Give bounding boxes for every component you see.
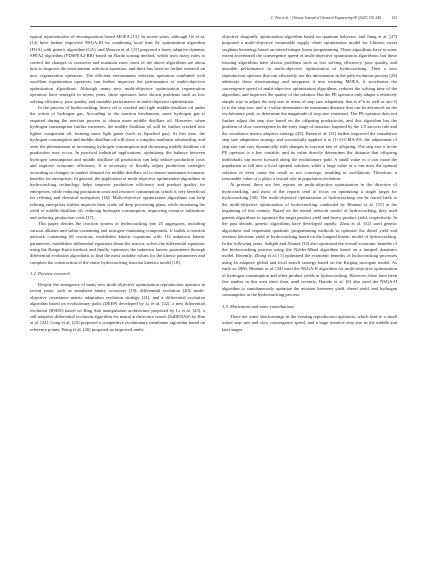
paragraph: objective dragonfly optimization algorithm based on quantum behavior, and Jiang et al. [27] proposed a multi-objective sustainable supply chain optimization model for Chinese sweet sorghum bioenergy based on mixed-integer linear programming. These algorithms have to some extent accelerated the convergence speed of multi-objective optimization algorithms, but these existing algorithms have shown problems such as low solving efficiency, poor quality, and unstable performance in multi-objective optimization of hydrocracking. Then a new reproduction operator that can efficiently use the information in the path evolution process [28] addresses these shortcomings and integrates it into existing MOEA, it accelerates the convergence speed of multi-objective optimization algorithms, reduces the solving time of the algorithm, and improves the quality of the solution. But the PE operator only adopts a relatively simple way to adjust the step size in terms of step size adaptation, that is a*u as well as a(u−l) (a is the step size, and u−l value determines the maximum distance that can be advanced on the evolutionary path, so determine the magnitude of step size variation). The PE operator does not further adjust the step size based on the offspring productivity, and this algorithm has the problem of slow convergence in the early stage of iteration. Inspired by the 1/5 success rule and the covariance matrix adaptive strategy [29], Hasen et al. [21] further improved the cumulative step size adaptation strategy and successfully applied it to (1+λ)-CMA-ES, the adjustment of step size can vary dynamically with changes in survival rate of offspring. The step size σ in the PE operator is a key variable, and its value directly determines the distance that offspring individuals can move forward along the evolutionary path. A small value of σ can cause the population to fall into a local optimal solution, while a large value of σ can miss the optimal solution or even cause the result to not converge, resulting in oscillations. Therefore, a reasonable value of σ plays a crucial role in population evolution. [222, 34, 398, 181]
section-heading: 1.2. Preview research [30, 271, 70, 277]
paragraph: In the process of hydrocracking, heavy oil is cracked into light middle distillate oil under the action of hydrogen gas. According to the reaction mechanism, more hydrogen gas is required during the reaction process to obtain more middle distillate oil. However, when hydrogen consumption further increases, the middle distillate oil will be further cracked into lighter component oil, forming more light gases (such as liquefied gas). At this time, the hydrogen consumption and middle distillate oil will show a complex nonlinear relationship, and even the phenomenon of increasing hydrogen consumption and decreasing middle distillate oil production may occur. In practical industrial applications, optimizing the balance between hydrogen consumption and middle distillate oil production can help reduce production costs and improve economic efficiency. It is necessary to flexibly adjust production strategies according to changes in market demand for middle distillate oil to ensure maximum economic benefits for enterprises. In general, the application of multi-objective optimization algorithms in hydrocracking technology helps improve production efficiency and product quality for enterprises, while reducing production costs and resource consumption, which is very beneficial for refining and chemical enterprises [16]. Multi-objective optimization algorithms can help refining enterprises further improve their crude oil deep processing plans, while increasing the yield of middle distillate oil, reducing hydrogen consumption, improving resource utilization, and reducing production costs [17]. [30, 104, 205, 220]
header-rule [30, 26, 397, 27]
paragraph: This paper divides the reaction system of hydrocracking into 25 aggregates, including various alkanes and sulfur-containing and nitrogen-containing compounds. It builds a reaction network containing 68 reactions, establishes kinetic equations with 112 unknown kinetic parameters, establishes differential equations about the reactor, solves the differential equations using the Runge-Kutta method, and finally, optimizes the unknown kinetic parameters through differential evolution algorithms to find the most suitable values for the kinetic parameters and complete the construction of the entire hydrocracking reaction kinetics model [18]. [30, 221, 205, 265]
paragraph: typical representative of decomposition based MOEA [13]. In recent years, although Ge et al. [14] have further improved NSGA-III by combining local fruit fly optimization algorithm (FOA) with genetic algorithm (GA), and Maurya et al. [15] proposed a fuzzy adaptive dynamic SPEA2 algorithm (FDSPEA2-BR) based on Borda sorting method, which uses fuzzy rules to control the changes in crossover and mutation rates, most of the above algorithms are about how to improve the environment selection operation, and there has been no further research on new regeneration operators. The efficient environment selection operation combined with excellent regeneration operators can further improves the performance of multi-objective optimization algorithms. Although many new multi-objective optimization regeneration operators have emerged in recent years, these operators have shown problems such as low solving efficiency, poor quality, and unstable performance in multi-objective optimization. [30, 34, 205, 104]
left-column [30, 34, 205, 333]
paragraph: Despite the emergence of many new multi-objective optimization reproduction operator in recent years, such as simulated binary crossover [19], differential evolution [20], multi-objective covariance matrix adaptation evolution strategy [21], and a differential evolution algorithm based on evolutionary paths (DEEP) developed by Li et al. [22], a new differential evolution (RSDE) based on Ring Sub manipulation architecture proposed by Li et al. [23], a self-adaptive differential evolution algorithm for neural architecture search (SaDENAS) by Han et al. [24], Cong et al. [25] proposed a competitive evolutionary membrane algorithm based on reference points, Wang et al. [26] proposed an improved multi- [30, 281, 205, 332]
right-column [222, 34, 397, 333]
running-header [30, 16, 397, 25]
paragraph: There are some shortcomings in the existing reproduction operators, which lead to a small initial step size and slow convergence speed, and a large iterative step size in the middle and later stages, [222, 314, 397, 332]
page-number: 131 [391, 16, 397, 20]
section-heading: 1.3. Motivation and main contributions [222, 303, 295, 309]
running-title: C. Fan et al. / Chinese Journal of Chemical Engineering 00 (2025) 130–146 [271, 16, 381, 20]
paragraph: At present, there are few reports on multi-objective optimization in the direction of hydrocracking, and most of the reports tend to focus on optimizing a single target for hydrocracking [30]. The multi-objective optimization of hydrocracking can be traced back to the multi-objective optimization of hydrocracking conducted by Bhutani et al. [31] at the beginning of this century. Based on the neural network model of hydrocracking, they used genetic algorithms to optimize the target product yield and heavy product yield, respectively. In the past decade, genetic algorithms have developed rapidly. Zhou et al. [32] used genetic algorithms and sequential quadratic programming methods to optimize the diesel yield and aviation kerosene yield of hydrocracking based on the lumped kinetic model of hydrocracking. In the following years, Sadighi and Ahmad [33] also optimized the overall economic benefits of the hydrocracking process using the Nelder-Mead algorithm based on a lumped dynamics model. Recently, Zhong et al. [1] optimized the economic benefits of hydrocracking processes using an adaptive global and local search strategy based on the Kriging surrogate model. As early as 2006, Bhutani et al. [34] used the NSGA-II algorithm for multi-objective optimization of hydrogen consumption and other product yields in hydrocracking. However, there have been few studies in this area since then, until recently, Harode et al. [6] also used the NSGA-II algorithm to simultaneously optimize the aviation kerosene yield, diesel yield, and hydrogen consumption in the hydrocracking process. [222, 182, 397, 298]
